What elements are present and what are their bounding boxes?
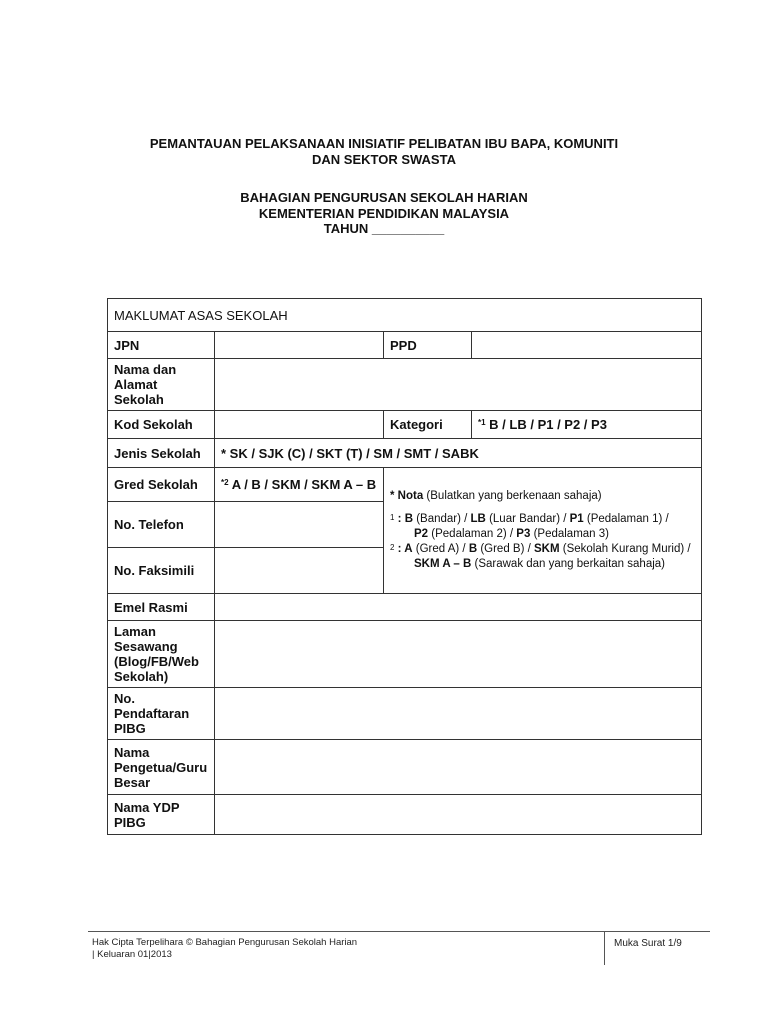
nama-pengetua-label: Nama Pengetua/Guru Besar [108, 740, 215, 795]
laman-sesawang-label: Laman Sesawang (Blog/FB/Web Sekolah) [108, 621, 215, 688]
kategori-value: B / LB / P1 / P2 / P3 [485, 417, 607, 432]
document-subtitle [0, 190, 768, 237]
nama-alamat-field[interactable] [215, 359, 702, 411]
edition-line: | Keluaran 01|2013 [92, 949, 172, 960]
page-value: 1/9 [667, 938, 682, 949]
no-telefon-label: No. Telefon [108, 502, 215, 548]
ppd-label: PPD [384, 332, 472, 359]
title-line-2: DAN SEKTOR SWASTA [312, 151, 456, 167]
footer-copyright [92, 937, 357, 961]
nama-ydp-field[interactable] [215, 795, 702, 835]
document-title [0, 136, 768, 167]
kategori-label: Kategori [384, 411, 472, 439]
nota-1-cont: P2 (Pedalaman 2) / P3 (Pedalaman 3) [414, 528, 609, 540]
page-number [614, 938, 682, 949]
section-title: MAKLUMAT ASAS SEKOLAH [108, 299, 702, 332]
nota-2-cont: SKM A – B (Sarawak dan yang berkaitan sahaja) [414, 558, 665, 570]
emel-rasmi-label: Emel Rasmi [108, 594, 215, 621]
year-line: TAHUN __________ [323, 221, 445, 236]
footer-rule [88, 931, 710, 932]
kategori-footnote-mark: *1 [478, 418, 486, 427]
kod-sekolah-field[interactable] [215, 411, 384, 439]
kod-sekolah-label: Kod Sekolah [108, 411, 215, 439]
no-faksimili-label: No. Faksimili [108, 548, 215, 594]
nota-title: * Nota (Bulatkan yang berkenaan sahaja) [390, 490, 602, 502]
jpn-label: JPN [108, 332, 215, 359]
jenis-sekolah-label: Jenis Sekolah [108, 439, 215, 468]
department-line: BAHAGIAN PENGURUSAN SEKOLAH HARIAN [240, 190, 528, 205]
ministry-line: KEMENTERIAN PENDIDIKAN MALAYSIA [258, 205, 510, 221]
jpn-field[interactable] [215, 332, 384, 359]
jenis-sekolah-options[interactable]: * SK / SJK (C) / SKT (T) / SM / SMT / SABK [215, 439, 702, 468]
no-pendaftaran-label: No. Pendaftaran PIBG [108, 688, 215, 740]
nota-2: $^2$ : A (Gred A) / B (Gred B) / SKM (Sekolah Kurang Murid) / [390, 543, 691, 555]
copyright-line: Hak Cipta Terpelihara © Bahagian Pengurusan Sekolah Harian [92, 937, 358, 948]
no-telefon-field[interactable] [215, 502, 384, 548]
ppd-field[interactable] [472, 332, 702, 359]
gred-value: A / B / SKM / SKM A – B [228, 477, 377, 492]
nota-box [384, 468, 702, 594]
gred-footnote-mark: *2 [221, 478, 229, 487]
no-pendaftaran-field[interactable] [215, 688, 702, 740]
nama-ydp-label: Nama YDP PIBG [108, 795, 215, 835]
no-faksimili-field[interactable] [215, 548, 384, 594]
nama-alamat-label: Nama dan Alamat Sekolah [108, 359, 215, 411]
gred-sekolah-options[interactable] [215, 468, 384, 502]
nota-1: $^1$ : B (Bandar) / LB (Luar Bandar) / P1 (Pedalaman 1) / [390, 513, 669, 525]
school-info-table [107, 298, 702, 835]
footer-divider [604, 931, 605, 965]
gred-sekolah-label: Gred Sekolah [108, 468, 215, 502]
kategori-options[interactable] [472, 411, 702, 439]
title-line-1: PEMANTAUAN PELAKSANAAN INISIATIF PELIBATAN IBU BAPA, KOMUNITI [149, 136, 619, 151]
laman-sesawang-field[interactable] [215, 621, 702, 688]
nama-pengetua-field[interactable] [215, 740, 702, 795]
emel-rasmi-field[interactable] [215, 594, 702, 621]
page-label: Muka Surat [614, 938, 666, 949]
